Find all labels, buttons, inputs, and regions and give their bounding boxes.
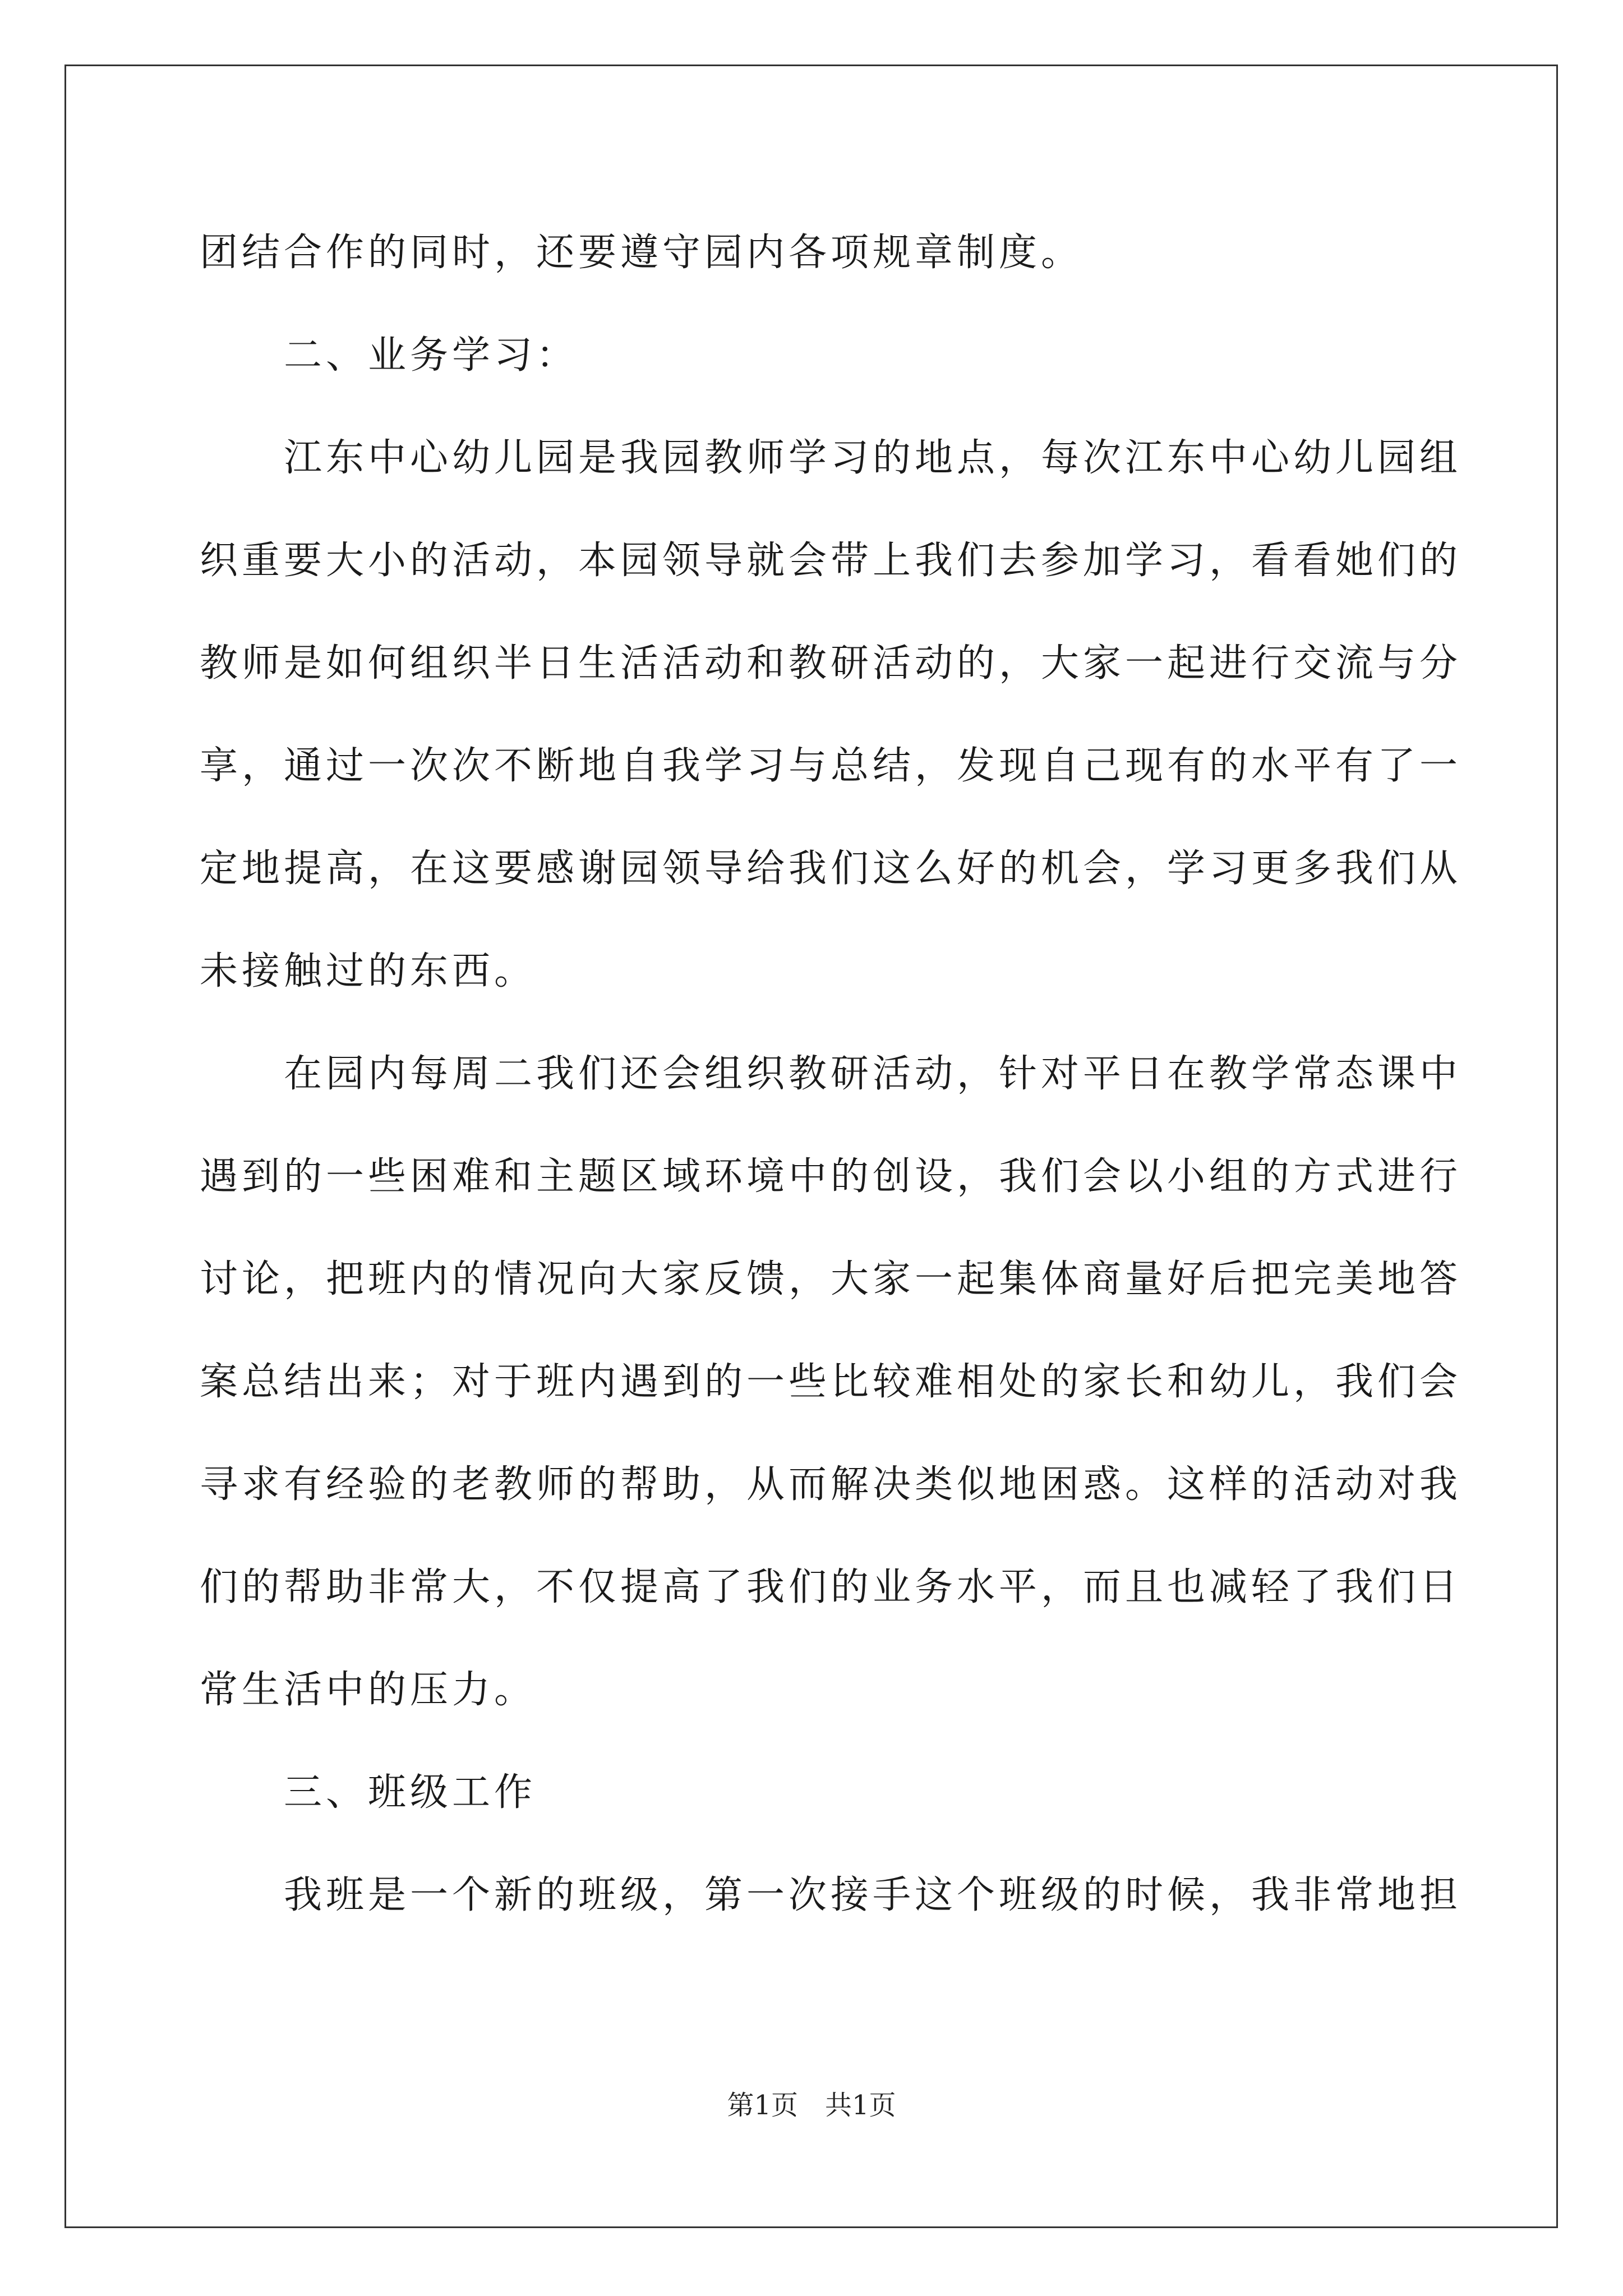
text-line: 我班是一个新的班级，第一次接手这个班级的时候，我非常地担 — [200, 1873, 1462, 1917]
text-line: 在园内每周二我们还会组织教研活动，针对平日在教学常态课中 — [200, 1052, 1462, 1096]
section-heading: 三、班级工作 — [200, 1770, 537, 1815]
text-line: 遇到的一些困难和主题区域环境中的创设，我们会以小组的方式进行 — [200, 1154, 1462, 1199]
text-line: 织重要大小的活动，本园领导就会带上我们去参加学习，看看她们的 — [200, 539, 1462, 583]
text-line: 定地提高，在这要感谢园领导给我们这么好的机会，学习更多我们从 — [200, 846, 1462, 891]
text-line: 寻求有经验的老教师的帮助，从而解决类似地困惑。这样的活动对我 — [200, 1462, 1462, 1507]
text-line: 团结合作的同时，还要遵守园内各项规章制度。 — [200, 231, 1083, 275]
text-line: 案总结出来；对于班内遇到的一些比较难相处的家长和幼儿，我们会 — [200, 1360, 1462, 1404]
text-line: 们的帮助非常大，不仅提高了我们的业务水平，而且也减轻了我们日 — [200, 1565, 1462, 1609]
text-line: 讨论，把班内的情况向大家反馈，大家一起集体商量好后把完美地答 — [200, 1257, 1462, 1301]
text-line: 教师是如何组织半日生活活动和教研活动的，大家一起进行交流与分 — [200, 641, 1462, 685]
text-line: 未接触过的东西。 — [200, 949, 537, 993]
text-line: 常生活中的压力。 — [200, 1668, 537, 1712]
text-line: 享，通过一次次不断地自我学习与总结，发现自己现有的水平有了一 — [200, 744, 1462, 788]
page-footer: 第1页 共1页 — [727, 2090, 896, 2121]
text-line: 江东中心幼儿园是我园教师学习的地点，每次江东中心幼儿园组 — [200, 436, 1462, 480]
section-heading: 二、业务学习： — [200, 333, 579, 378]
